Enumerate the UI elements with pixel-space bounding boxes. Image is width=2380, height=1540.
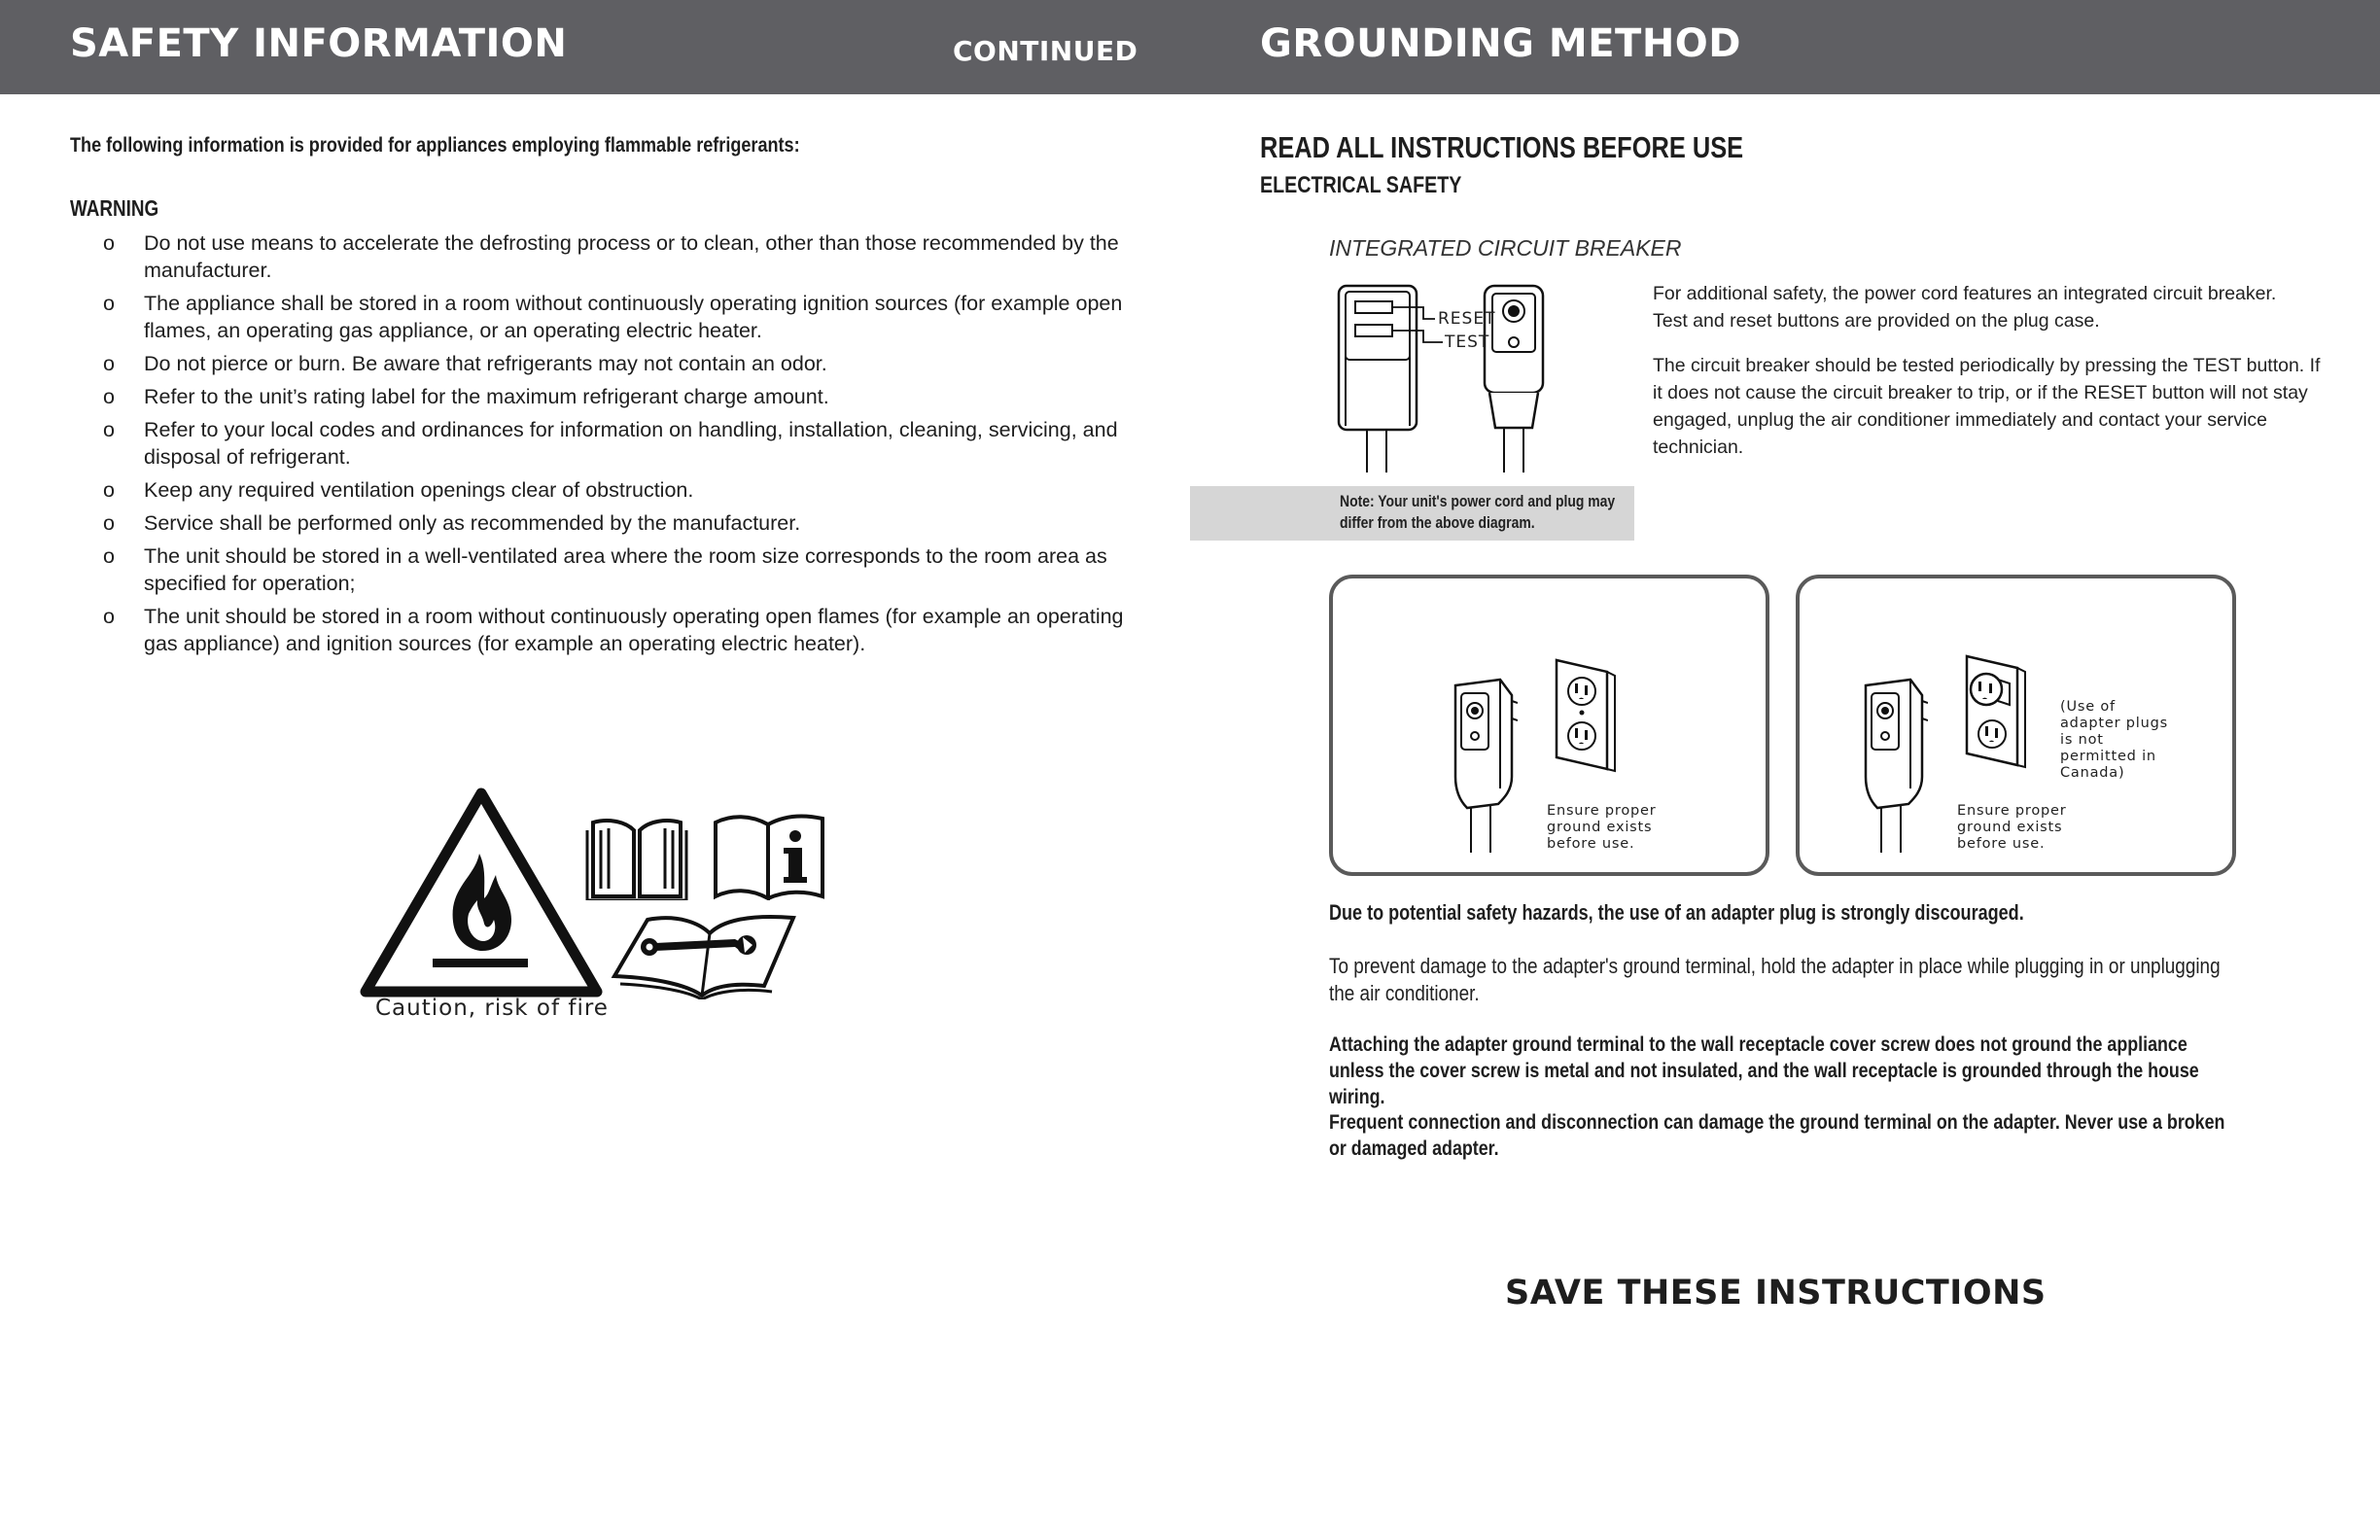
breaker-paragraph-1: For additional safety, the power cord features an integrated circuit breaker. Test and reset buttons are provided on the plug case.	[1653, 283, 2277, 332]
prevent-damage-paragraph: To prevent damage to the adapter's ground terminal, hold the adapter in place while plugging in or unplugging the air conditioner.	[1329, 954, 2221, 1005]
adapter-plug-icon	[1860, 676, 1928, 853]
list-item: o Refer to the unit’s rating label for the maximum refrigerant charge amount.	[103, 385, 829, 408]
test-label: TEST	[1445, 332, 1490, 352]
list-item: o The unit should be stored in a room without continuously operating open flames (for example an operating gas appliance) and ignition sources (for example an operating electric heater).	[103, 605, 1124, 655]
info-manual-icon	[712, 813, 826, 900]
attach-adapter-paragraph: Attaching the adapter ground terminal to the wall receptacle cover screw does not ground the appliance unless the cover screw is metal and not insulated, and the wall receptacle is grounded through the house wiring.	[1329, 1033, 2199, 1108]
adapter-warning: Due to potential safety hazards, the use of an adapter plug is strongly discouraged.	[1329, 900, 2024, 925]
save-instructions: SAVE THESE INSTRUCTIONS	[1505, 1274, 2047, 1312]
list-item: o The unit should be stored in a well-ventilated area where the room size corresponds to the room area as specified for operation;	[103, 544, 1107, 595]
list-item: o Do not pierce or burn. Be aware that refrigerants may not contain an odor.	[103, 352, 827, 375]
header-bar	[0, 0, 2380, 94]
list-item: o Service shall be performed only as recommended by the manufacturer.	[103, 511, 801, 535]
fire-caption: Caution, risk of fire	[375, 996, 609, 1021]
grounded-plug-icon	[1450, 676, 1518, 853]
panel1-ground-label: Ensure proper ground exists before use.	[1547, 803, 1657, 852]
breaker-heading: INTEGRATED CIRCUIT BREAKER	[1329, 235, 1682, 261]
intro-text: The following information is provided for appliances employing flammable refrigerants:	[70, 134, 800, 157]
electrical-safety-heading: ELECTRICAL SAFETY	[1260, 172, 1462, 198]
breaker-paragraph-2: The circuit breaker should be tested periodically by pressing the TEST button. If it does not cause the circuit breaker to trip, or if the RESET button will not stay engaged, unplug the air conditioner immediately and contact your service technician.	[1653, 355, 2321, 458]
flammable-warning-icon	[360, 786, 603, 999]
warning-list	[70, 229, 1132, 663]
frequent-connection-paragraph: Frequent connection and disconnection can damage the ground terminal on the adapter. Never use a broken or damaged adapter.	[1329, 1111, 2225, 1160]
left-page-title: SAFETY INFORMATION	[70, 21, 568, 66]
warning-heading: WARNING	[70, 195, 159, 221]
list-item: o Keep any required ventilation openings clear of obstruction.	[103, 478, 694, 502]
note-box	[1190, 486, 1634, 541]
list-item: o The appliance shall be stored in a room without continuously operating ignition sources (for example open flames, an operating gas appliance, or an operating electric heater.	[103, 292, 1123, 342]
panel2-ground-label: Ensure proper ground exists before use.	[1957, 803, 2067, 852]
read-all-heading: READ ALL INSTRUCTIONS BEFORE USE	[1260, 130, 1744, 164]
adapter-canada-note: (Use of adapter plugs is not permitted in Canada)	[2060, 699, 2168, 781]
right-page-title: GROUNDING METHOD	[1260, 21, 1742, 66]
wall-outlet-with-adapter-icon	[1963, 652, 2031, 773]
wall-outlet-icon	[1553, 656, 1619, 773]
manual-book-icon	[585, 811, 688, 900]
list-item: o Refer to your local codes and ordinances for information on handling, installation, cleaning, servicing, and disposal of refrigerant.	[103, 418, 1118, 469]
grounding-panel-adapter	[1796, 575, 2236, 876]
continued-label: CONTINUED	[953, 35, 1138, 67]
reset-label: RESET	[1438, 309, 1496, 329]
list-item: o Do not use means to accelerate the defrosting process or to clean, other than those recommended by the manufacturer.	[103, 231, 1119, 282]
grounding-panel-direct	[1329, 575, 1769, 876]
service-manual-icon	[611, 906, 801, 999]
note-text: Note: Your unit's power cord and plug may differ from the above diagram.	[1340, 492, 1616, 532]
